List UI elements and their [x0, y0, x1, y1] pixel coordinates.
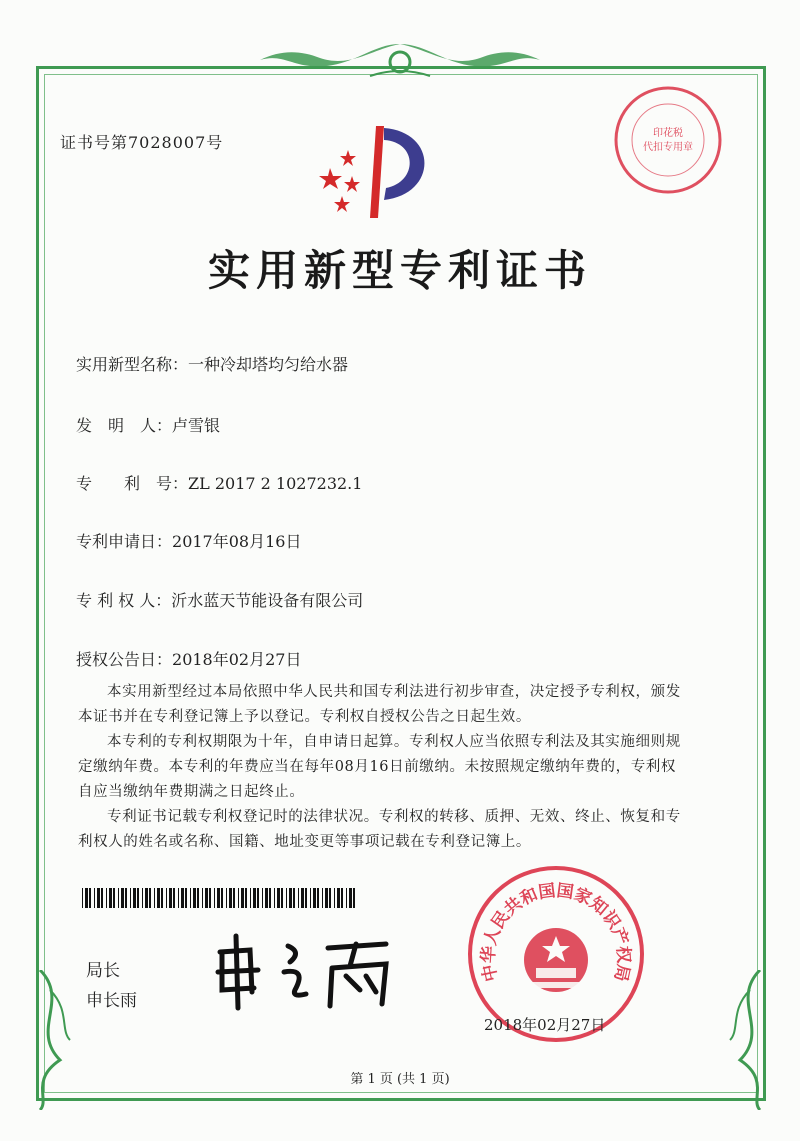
barcode-bar — [178, 888, 179, 908]
barcode-bar — [142, 888, 143, 908]
barcode-bar — [277, 888, 280, 908]
field-value: 2018年02月27日 — [172, 650, 302, 669]
barcode-bar — [226, 888, 227, 908]
barcode-bar — [353, 888, 355, 908]
seal-date: 2018年02月27日 — [484, 1016, 606, 1034]
barcode-bar — [238, 888, 239, 908]
barcode-bar — [310, 888, 311, 908]
body-paragraph: 专利证书记载专利权登记时的法律状况。专利权的转移、质押、无效、终止、恢复和专利权人的姓名或名称、国籍、地址变更等事项记载在专利登记簿上。 — [78, 809, 681, 850]
barcode-bar — [118, 888, 119, 908]
barcode-bar — [293, 888, 295, 908]
barcode-bar — [113, 888, 115, 908]
barcode-bar — [181, 888, 184, 908]
field-label: 专利申请日： — [76, 532, 173, 551]
barcode-bar — [169, 888, 172, 908]
barcode-bar — [257, 888, 259, 908]
patent-office-logo-icon — [318, 118, 438, 228]
barcode-bar — [101, 888, 103, 908]
barcode-bar — [166, 888, 167, 908]
barcode-bar — [205, 888, 208, 908]
handwritten-signature-icon — [210, 932, 400, 1012]
field-application-date — [76, 529, 301, 552]
barcode-bar — [298, 888, 299, 908]
barcode-bar — [325, 888, 328, 908]
barcode-bar — [157, 888, 160, 908]
director-title: 局长 — [86, 961, 120, 981]
barcode-bar — [121, 888, 124, 908]
barcode-bar — [346, 888, 347, 908]
field-inventor — [76, 413, 220, 436]
barcode-bar — [329, 888, 331, 908]
barcode-bar — [133, 888, 136, 908]
barcode-bar — [281, 888, 283, 908]
barcode-bar — [317, 888, 319, 908]
right-ornament-icon — [720, 970, 780, 1110]
barcode-bar — [185, 888, 187, 908]
barcode-bar — [269, 888, 271, 908]
barcode-bar — [202, 888, 203, 908]
field-label: 实用新型名称： — [76, 355, 189, 374]
barcode-bar — [301, 888, 304, 908]
barcode-bar — [245, 888, 247, 908]
barcode-bar — [289, 888, 292, 908]
barcode-bar — [94, 888, 95, 908]
field-value: 沂水蓝天节能设备有限公司 — [171, 591, 364, 610]
barcode-bar — [286, 888, 287, 908]
svg-text:印花税: 印花税 — [653, 128, 683, 139]
field-patentee — [76, 588, 363, 611]
field-label: 授权公告日： — [76, 650, 173, 669]
director-name: 申长雨 — [86, 991, 137, 1011]
barcode-bar — [229, 888, 232, 908]
barcode-bar — [217, 888, 220, 908]
barcode-bar — [125, 888, 127, 908]
barcode-bar — [241, 888, 244, 908]
field-value: ZL 2017 2 1027232.1 — [188, 474, 363, 493]
barcode-bar — [349, 888, 352, 908]
barcode-bar — [253, 888, 256, 908]
barcode-bar — [209, 888, 211, 908]
field-label: 专 利 号： — [76, 474, 189, 493]
field-grant-date — [76, 647, 301, 670]
body-paragraph: 本专利的专利权期限为十年，自申请日起算。专利权人应当依照专利法及其实施细则规定缴纳年费。本专利的年费应当在每年08月16日前缴纳。未按照规定缴纳年费的，专利权自应当缴纳年费期满之日起终止。 — [78, 734, 681, 800]
field-label: 专 利 权 人： — [76, 591, 172, 610]
field-value: 2017年08月16日 — [172, 532, 302, 551]
certificate-body — [78, 680, 684, 855]
barcode-bar — [221, 888, 223, 908]
barcode-bar — [337, 888, 340, 908]
field-patent-number — [76, 471, 362, 494]
barcode-bar — [262, 888, 263, 908]
page-footer: 第 1 页 (共 1 页) — [350, 1072, 450, 1087]
field-utility-model-name — [76, 352, 348, 375]
barcode-bar — [214, 888, 215, 908]
left-ornament-icon — [20, 970, 80, 1110]
barcode-bar — [85, 888, 88, 908]
page-title: 实用新型专利证书 — [207, 246, 592, 295]
barcode-bar — [197, 888, 199, 908]
barcode-bar — [313, 888, 316, 908]
certificate-number: 证书号第7028007号 — [60, 133, 224, 152]
field-value: 一种冷却塔均匀给水器 — [188, 355, 349, 374]
seal-text: 中华人民共和国国家知识产权局 — [478, 880, 634, 984]
top-ornament-icon — [250, 40, 550, 84]
barcode-bar — [173, 888, 175, 908]
barcode-bar — [233, 888, 235, 908]
field-label: 发 明 人： — [76, 416, 173, 435]
barcode-bar — [145, 888, 148, 908]
barcode-bar — [274, 888, 275, 908]
barcode-bar — [190, 888, 191, 908]
barcode-bar — [106, 888, 107, 908]
barcode-bar — [97, 888, 100, 908]
barcode-icon — [82, 888, 358, 908]
barcode-bar — [137, 888, 139, 908]
tax-stamp-seal-icon — [612, 84, 724, 196]
barcode-bar — [109, 888, 112, 908]
svg-text:代扣专用章: 代扣专用章 — [643, 142, 693, 153]
barcode-bar — [82, 888, 83, 908]
barcode-bar — [130, 888, 131, 908]
field-value: 卢雪银 — [172, 416, 221, 435]
barcode-bar — [149, 888, 151, 908]
barcode-bar — [305, 888, 307, 908]
barcode-bar — [265, 888, 268, 908]
barcode-bar — [193, 888, 196, 908]
barcode-bar — [250, 888, 251, 908]
barcode-bar — [341, 888, 343, 908]
barcode-bar — [154, 888, 155, 908]
body-paragraph: 本实用新型经过本局依照中华人民共和国专利法进行初步审查，决定授予专利权，颁发本证书并在专利登记簿上予以登记。专利权自授权公告之日起生效。 — [78, 684, 681, 725]
barcode-bar — [322, 888, 323, 908]
barcode-bar — [161, 888, 163, 908]
barcode-bar — [89, 888, 91, 908]
barcode-bar — [334, 888, 335, 908]
